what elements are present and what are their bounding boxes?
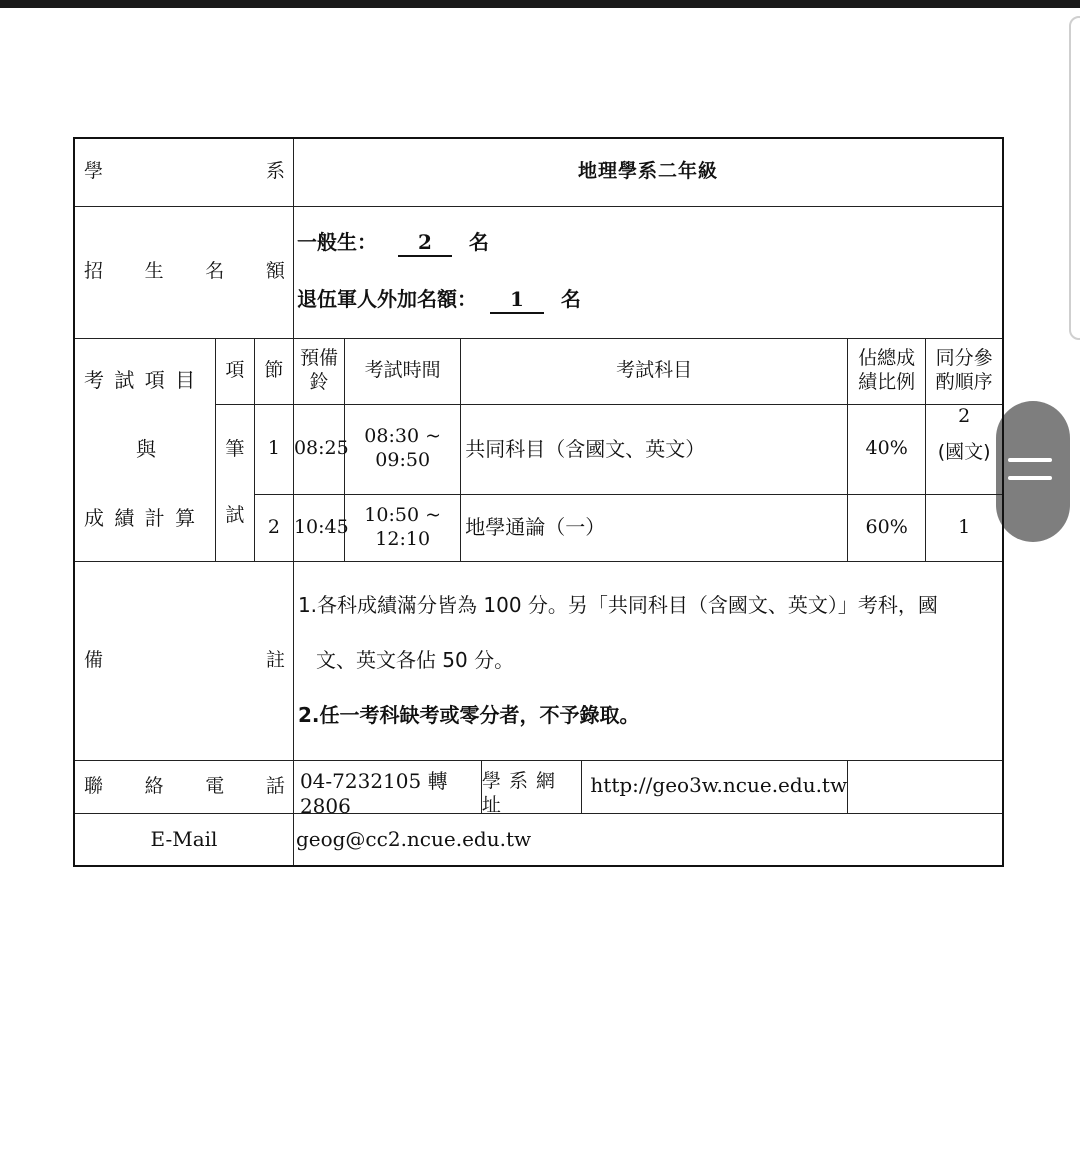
scrollbar-track[interactable]	[1069, 16, 1080, 340]
dept-value: 地理學系二年級	[293, 138, 1003, 206]
phone-label-char: 話	[265, 774, 285, 797]
written-label-char: 筆	[225, 437, 245, 460]
quota-general-value: 2	[398, 230, 452, 257]
note-1-cont: 文、英文各佔 50 分。	[315, 648, 515, 672]
exam-weight: 60%	[848, 494, 926, 561]
notes-label	[74, 561, 293, 760]
quota-veteran-line	[294, 287, 1002, 314]
quota-general-unit: 名	[468, 230, 489, 254]
exam-label-line: 與	[136, 437, 156, 461]
quota-row	[74, 206, 1003, 338]
exam-weight: 40%	[848, 404, 926, 494]
note-2: 2.任一考科缺考或零分者，不予錄取。	[297, 703, 640, 727]
exam-bell: 08:25	[293, 404, 344, 494]
top-status-bar	[0, 0, 1080, 8]
website-value[interactable]: http://geo3w.ncue.edu.tw	[590, 772, 848, 797]
quota-label-char: 額	[265, 260, 285, 283]
dept-label-char: 系	[265, 160, 285, 183]
header-session: 節	[254, 338, 293, 404]
grip-line-icon	[1008, 458, 1052, 462]
exam-tie-order: 1	[926, 494, 1003, 561]
quota-general-label: 一般生：	[296, 230, 377, 254]
website-label: 學 系 網 址	[481, 761, 583, 813]
header-time: 考試時間	[345, 338, 461, 404]
contact-row	[74, 760, 1003, 813]
tie-order-note: (國文)	[937, 441, 991, 464]
written-label-char: 試	[225, 503, 245, 526]
quota-veteran-unit: 名	[560, 287, 581, 311]
email-row	[74, 813, 1003, 866]
admission-table	[73, 137, 1004, 867]
notes-label-char: 備	[84, 648, 104, 671]
exam-session: 2	[254, 494, 293, 561]
header-weight: 佔總成績比例	[848, 338, 926, 404]
notes-row	[74, 561, 1003, 760]
scrollbar-thumb[interactable]	[996, 401, 1070, 542]
exam-session: 1	[254, 404, 293, 494]
exam-label-line: 考 試 項 目	[84, 368, 198, 392]
notes-value	[293, 561, 1003, 760]
exam-bell: 10:45	[293, 494, 344, 561]
quota-veteran-value: 1	[490, 287, 544, 314]
grip-line-icon	[1008, 476, 1052, 480]
dept-row	[74, 138, 1003, 206]
exam-label-line: 成 績 計 算	[84, 506, 198, 530]
quota-veteran-label: 退伍軍人外加名額：	[296, 287, 477, 311]
exam-tie-order	[926, 404, 1003, 494]
quota-general-line	[294, 230, 1002, 257]
quota-label-char: 生	[144, 260, 164, 283]
phone-value[interactable]: 04-7232105 轉 2806	[299, 768, 448, 818]
header-bell: 預備鈴	[293, 338, 344, 404]
exam-header-row	[74, 338, 1003, 404]
notes-label-char: 註	[265, 648, 285, 671]
exam-time: 08:30 ~ 09:50	[345, 404, 461, 494]
note-1: 1.各科成績滿分皆為 100 分。另「共同科目（含國文、英文）」考科，國	[297, 593, 938, 617]
header-subject: 考試科目	[461, 338, 848, 404]
header-tie-order: 同分參酌順序	[926, 338, 1003, 404]
quota-label	[74, 206, 293, 338]
email-value[interactable]: geog@cc2.ncue.edu.tw	[293, 813, 1003, 866]
phone-label	[74, 760, 293, 813]
phone-label-char: 電	[205, 774, 225, 797]
dept-label	[74, 138, 293, 206]
quota-label-char: 招	[84, 260, 104, 283]
admission-form-sheet	[73, 137, 1004, 868]
exam-time: 10:50 ~ 12:10	[345, 494, 461, 561]
website-value-spill	[848, 760, 1003, 813]
phone-label-char: 聯	[84, 774, 104, 797]
dept-label-char: 學	[84, 160, 104, 183]
phone-label-char: 絡	[144, 774, 164, 797]
phone-website-cell	[293, 760, 848, 818]
exam-subject: 地學通論（一）	[461, 494, 848, 561]
exam-subject: 共同科目（含國文、英文）	[461, 404, 848, 494]
quota-value	[293, 206, 1003, 338]
email-label: E-Mail	[74, 813, 293, 866]
quota-label-char: 名	[205, 260, 225, 283]
tie-order-value: 2	[958, 404, 971, 427]
exam-label	[74, 338, 215, 561]
header-item: 項	[215, 338, 254, 404]
written-label	[215, 404, 254, 561]
